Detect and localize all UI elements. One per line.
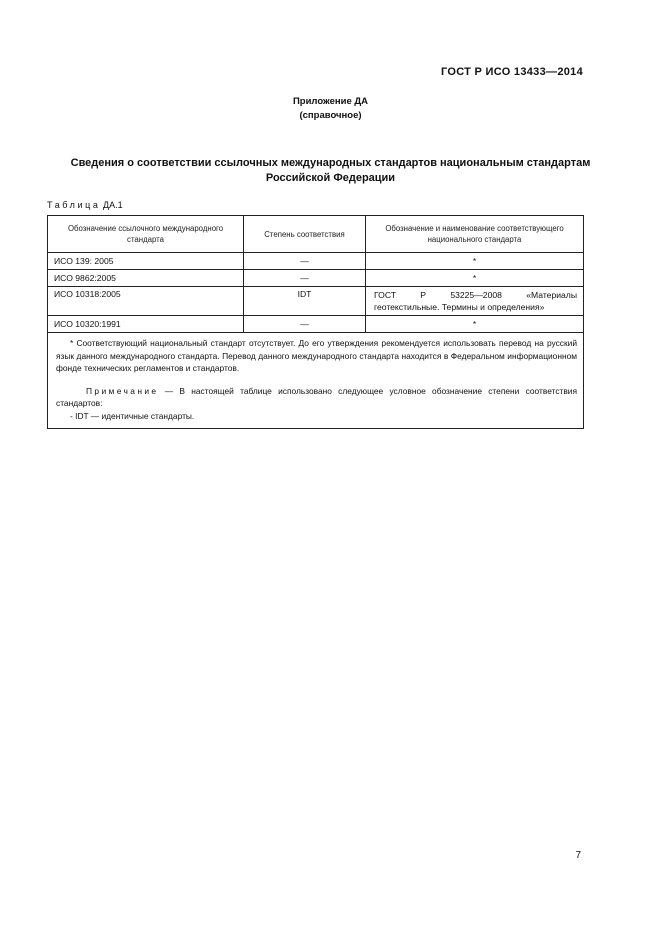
cell-reference: ИСО 9862:2005	[48, 270, 244, 287]
note-label: Примечание	[86, 385, 159, 396]
cell-degree: —	[244, 270, 366, 287]
table-note	[56, 385, 577, 410]
table-footnote: * Соответствующий национальный стандарт отсутствует. До его утверждения рекомендуется использовать перевод на русский язык данного международного стандарта. Перевод данного международного стандарта находится в Федеральном информационном фонде технических регламентов и стандартов.	[56, 338, 577, 373]
cell-national: *	[366, 316, 584, 333]
table-notes-cell	[48, 333, 584, 429]
table-caption-number: ДА.1	[103, 200, 123, 210]
page-number: 7	[575, 850, 581, 861]
table-row	[48, 270, 584, 287]
document-code-header: ГОСТ Р ИСО 13433—2014	[440, 66, 583, 78]
cell-degree: —	[244, 253, 366, 270]
section-title-line1: Сведения о соответствии ссылочных международных стандартов национальным стандартам	[70, 157, 591, 169]
header-reference-standard: Обозначение ссылочного международного стандарта	[48, 216, 244, 253]
section-title	[45, 156, 616, 186]
cell-reference: ИСО 10318:2005	[48, 287, 244, 316]
table-row	[48, 287, 584, 316]
table-header-row	[48, 216, 584, 253]
note-item-idt: - IDT — идентичные стандарты.	[70, 410, 195, 421]
header-degree: Степень соответствия	[244, 216, 366, 253]
section-title-line2: Российской Федерации	[265, 172, 396, 184]
header-national-standard: Обозначение и наименование соответствующего национального стандарта	[366, 216, 584, 253]
cell-national: *	[366, 253, 584, 270]
annex-subtitle: (справочное)	[299, 110, 362, 121]
cell-degree: IDT	[244, 287, 366, 316]
table-row	[48, 253, 584, 270]
table-caption	[47, 200, 123, 210]
cell-national: ГОСТ Р 53225—2008 «Материалы геотекстильные. Термины и определения»	[366, 287, 584, 316]
cell-reference: ИСО 10320:1991	[48, 316, 244, 333]
note-text: — В настоящей таблице использовано следующее условное обозначение степени соответствия стандартов:	[56, 385, 578, 408]
table-row	[48, 316, 584, 333]
cell-degree: —	[244, 316, 366, 333]
table-notes-row	[48, 333, 584, 429]
cell-reference: ИСО 139: 2005	[48, 253, 244, 270]
correspondence-table	[47, 215, 584, 429]
annex-heading	[0, 95, 661, 123]
annex-title: Приложение ДА	[292, 96, 369, 107]
cell-national: *	[366, 270, 584, 287]
table-caption-word: Таблица	[47, 200, 101, 210]
